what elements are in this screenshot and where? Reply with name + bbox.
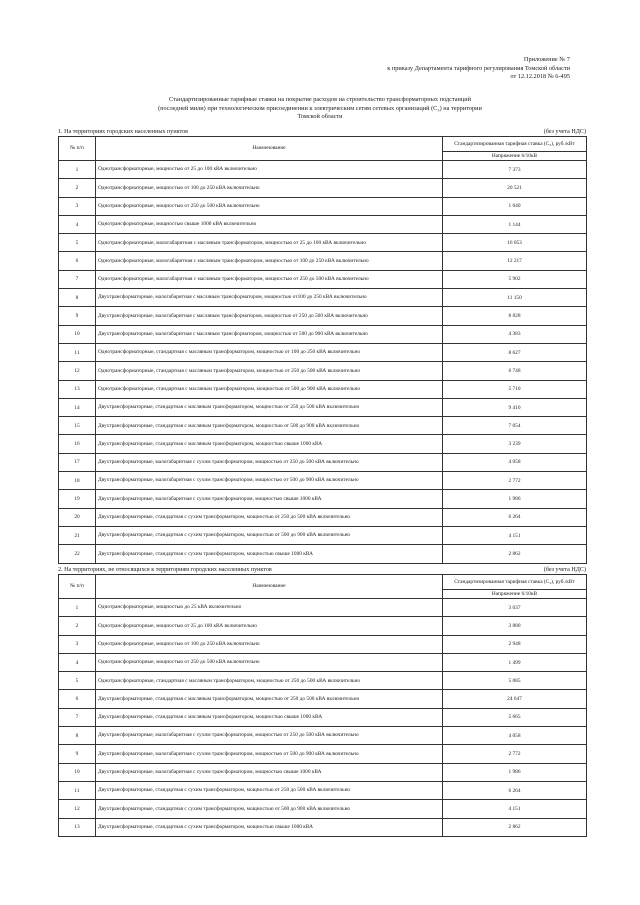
table-header-row xyxy=(59,137,587,152)
section-1-vat-note: (без учета НДС) xyxy=(543,129,586,135)
header-num: № п/п xyxy=(59,137,96,161)
row-number: 10 xyxy=(59,325,96,343)
row-name: Двухтрансформаторные, малогабаритная с сухим трансформатором, мощностью от 500 до 900 кВА включительно xyxy=(96,472,443,490)
row-number: 9 xyxy=(59,745,96,763)
row-number: 20 xyxy=(59,508,96,526)
table-row xyxy=(59,490,587,508)
row-rate-value: 5 710 xyxy=(443,380,587,398)
row-name: Двухтрансформаторные, малогабаритная с масляным трансформатором, мощностью от 250 до 500 кВА включительно xyxy=(96,307,443,325)
row-number: 16 xyxy=(59,435,96,453)
row-name: Двухтрансформаторные, стандартная с масляным трансформатором, мощностью от 250 до 500 кВА включительно xyxy=(96,398,443,416)
row-number: 13 xyxy=(59,380,96,398)
row-number: 2 xyxy=(59,617,96,635)
row-number: 5 xyxy=(59,672,96,690)
row-rate-value: 2 862 xyxy=(443,545,587,563)
row-rate-value: 5 902 xyxy=(443,270,587,288)
row-rate-value: 4 058 xyxy=(443,453,587,471)
row-rate-value: 3 037 xyxy=(443,599,587,617)
table-row xyxy=(59,526,587,544)
row-rate-value: 6 748 xyxy=(443,362,587,380)
table-row xyxy=(59,380,587,398)
row-number: 17 xyxy=(59,453,96,471)
row-rate-value: 2 772 xyxy=(443,472,587,490)
row-number: 21 xyxy=(59,526,96,544)
table-row xyxy=(59,343,587,361)
row-number: 7 xyxy=(59,270,96,288)
table-row xyxy=(59,270,587,288)
row-name: Однотрансформаторные, стандартная с масляным трансформатором, мощностью от 500 до 900 кВА включительно xyxy=(96,380,443,398)
row-number: 6 xyxy=(59,252,96,270)
row-name: Двухтрансформаторные, малогабаритная с сухим трансформатором, мощностью свыше 1000 кВА xyxy=(96,490,443,508)
table-row xyxy=(59,781,587,799)
section-1-title: 1. На территориях городских населенных пунктов xyxy=(58,129,189,135)
header-name: Наименование xyxy=(96,137,443,161)
header-name: Наименование xyxy=(96,575,443,599)
row-rate-value: 5 665 xyxy=(443,708,587,726)
table-row xyxy=(59,252,587,270)
row-name: Однотрансформаторные, мощностью свыше 1000 кВА включительно xyxy=(96,215,443,233)
row-name: Однотрансформаторные, мощностью от 25 до 100 кВА включительно xyxy=(96,617,443,635)
row-name: Двухтрансформаторные, малогабаритная с сухим трансформатором, мощностью от 250 до 500 кВА включительно xyxy=(96,453,443,471)
row-rate-value: 2 772 xyxy=(443,745,587,763)
row-name: Двухтрансформаторные, стандартная с сухим трансформатором, мощностью от 500 до 900 кВА включительно xyxy=(96,526,443,544)
document-title-line: Стандартизированные тарифные ставки на покрытие расходов на строительство трансформаторных подстанций xyxy=(168,96,472,103)
table-row xyxy=(59,435,587,453)
row-name: Однотрансформаторные, стандартная с масляным трансформатором, мощностью от 250 до 500 кВА включительно xyxy=(96,362,443,380)
row-number: 1 xyxy=(59,161,96,179)
document-title xyxy=(60,96,580,122)
tariff-table-urban xyxy=(58,136,587,564)
table-row xyxy=(59,197,587,215)
row-rate-value: 6 264 xyxy=(443,508,587,526)
row-name: Двухтрансформаторные, стандартная с сухим трансформатором, мощностью свыше 1000 кВА xyxy=(96,818,443,836)
row-number: 7 xyxy=(59,708,96,726)
row-name: Двухтрансформаторные, стандартная с сухим трансформатором, мощностью свыше 1000 кВА xyxy=(96,545,443,563)
row-number: 11 xyxy=(59,781,96,799)
row-rate-value: 4 058 xyxy=(443,727,587,745)
row-name: Однотрансформаторные, малогабаритная с масляным трансформатором, мощностью от 100 до 250 кВА включительно xyxy=(96,252,443,270)
tariff-table-rural xyxy=(58,574,587,837)
row-number: 1 xyxy=(59,599,96,617)
row-rate-value: 2 948 xyxy=(443,635,587,653)
document-title-line: (последней мили) при технологическом присоединении к электрическим сетям сетевых организаций (C₃) на территории xyxy=(158,104,482,112)
row-name: Двухтрансформаторные, стандартная с масляным трансформатором, мощностью свыше 1000 кВА xyxy=(96,435,443,453)
table-row xyxy=(59,635,587,653)
row-name: Двухтрансформаторные, малогабаритная с сухим трансформатором, мощностью от 250 до 500 кВА включительно xyxy=(96,727,443,745)
table-row xyxy=(59,690,587,708)
row-name: Двухтрансформаторные, стандартная с сухим трансформатором, мощностью от 500 до 900 кВА включительно xyxy=(96,800,443,818)
row-rate-value: 24 647 xyxy=(443,690,587,708)
row-name: Двухтрансформаторные, стандартная с масляным трансформатором, мощностью свыше 1000 кВА xyxy=(96,708,443,726)
table-row xyxy=(59,727,587,745)
row-name: Однотрансформаторные, малогабаритная с масляным трансформатором, мощностью от 250 до 500 кВА включительно xyxy=(96,270,443,288)
header-voltage: Напряжение 6/10кВ xyxy=(443,590,587,599)
table-row xyxy=(59,800,587,818)
row-name: Однотрансформаторные, мощностью от 25 до 100 кВА включительно xyxy=(96,161,443,179)
table-row xyxy=(59,653,587,671)
table-row xyxy=(59,179,587,197)
section-2-title: 2. На территориях, не относящихся к территориям городских населенных пунктов xyxy=(58,567,272,573)
row-rate-value: 6 264 xyxy=(443,781,587,799)
table-row xyxy=(59,763,587,781)
row-rate-value: 9 410 xyxy=(443,398,587,416)
table-header-row xyxy=(59,575,587,590)
row-rate-value: 2 862 xyxy=(443,818,587,836)
row-number: 5 xyxy=(59,234,96,252)
table-row xyxy=(59,215,587,233)
table-row xyxy=(59,362,587,380)
row-number: 4 xyxy=(59,215,96,233)
row-rate-value: 11 150 xyxy=(443,289,587,307)
table-row xyxy=(59,545,587,563)
row-number: 12 xyxy=(59,362,96,380)
row-number: 9 xyxy=(59,307,96,325)
row-name: Однотрансформаторные, мощностью от 100 до 250 кВА включительно xyxy=(96,635,443,653)
row-rate-value: 1 640 xyxy=(443,197,587,215)
row-rate-value: 1 986 xyxy=(443,490,587,508)
row-rate-value: 4 151 xyxy=(443,800,587,818)
header-rate: Стандартизированная тарифная ставка (C₃), руб./кВт xyxy=(443,575,587,590)
row-rate-value: 4 151 xyxy=(443,526,587,544)
row-name: Однотрансформаторные, мощностью до 25 кВА включительно xyxy=(96,599,443,617)
row-name: Двухтрансформаторные, стандартная с сухим трансформатором, мощностью от 250 до 500 кВА включительно xyxy=(96,781,443,799)
table-row xyxy=(59,289,587,307)
row-name: Двухтрансформаторные, малогабаритная с масляным трансформатором, мощностью от100 до 250 кВА включительно xyxy=(96,289,443,307)
appendix-order-date: от 12.12.2018 № 6-495 xyxy=(510,73,570,81)
table-row xyxy=(59,508,587,526)
row-number: 3 xyxy=(59,635,96,653)
row-rate-value: 4 383 xyxy=(443,325,587,343)
appendix-order-ref: к приказу Департамента тарифного регулирования Томской области xyxy=(387,64,570,72)
row-rate-value: 3 239 xyxy=(443,435,587,453)
row-rate-value: 8 627 xyxy=(443,343,587,361)
row-name: Двухтрансформаторные, стандартная с масляным трансформатором, мощностью от 250 до 500 кВА включительно xyxy=(96,690,443,708)
row-number: 10 xyxy=(59,763,96,781)
row-rate-value: 20 521 xyxy=(443,179,587,197)
table-row xyxy=(59,453,587,471)
row-number: 8 xyxy=(59,727,96,745)
row-name: Однотрансформаторные, стандартная с масляным трансформатором, мощностью от 250 до 500 кВА включительно xyxy=(96,672,443,690)
header-rate: Стандартизированная тарифная ставка (C₃), руб./кВт xyxy=(443,137,587,152)
section-2-vat-note: (без учета НДС) xyxy=(543,567,586,573)
row-number: 15 xyxy=(59,417,96,435)
table-row xyxy=(59,617,587,635)
table-row xyxy=(59,745,587,763)
row-number: 19 xyxy=(59,490,96,508)
row-name: Однотрансформаторные, мощностью от 100 до 250 кВА включительно xyxy=(96,179,443,197)
table-row xyxy=(59,708,587,726)
table-row xyxy=(59,234,587,252)
row-name: Однотрансформаторные, мощностью от 250 до 500 кВА включительно xyxy=(96,653,443,671)
table-row xyxy=(59,417,587,435)
row-rate-value: 1 499 xyxy=(443,653,587,671)
row-rate-value: 7 054 xyxy=(443,417,587,435)
table-row xyxy=(59,161,587,179)
row-name: Двухтрансформаторные, стандартная с сухим трансформатором, мощностью от 250 до 500 кВА включительно xyxy=(96,508,443,526)
row-name: Двухтрансформаторные, малогабаритная с масляным трансформатором, мощностью от 500 до 900 кВА включительно xyxy=(96,325,443,343)
header-num: № п/п xyxy=(59,575,96,599)
row-number: 22 xyxy=(59,545,96,563)
row-name: Двухтрансформаторные, малогабаритная с сухим трансформатором, мощностью от 500 до 900 кВА включительно xyxy=(96,745,443,763)
row-rate-value: 1 144 xyxy=(443,215,587,233)
row-number: 6 xyxy=(59,690,96,708)
row-number: 13 xyxy=(59,818,96,836)
row-number: 18 xyxy=(59,472,96,490)
table-row xyxy=(59,672,587,690)
row-name: Однотрансформаторные, стандартная с масляным трансформатором, мощностью от 100 до 250 кВА включительно xyxy=(96,343,443,361)
appendix-header xyxy=(387,56,570,82)
row-rate-value: 1 986 xyxy=(443,763,587,781)
table-row xyxy=(59,398,587,416)
row-number: 2 xyxy=(59,179,96,197)
table-row xyxy=(59,818,587,836)
document-title-line: Томской области xyxy=(297,113,343,120)
appendix-number: Приложение № 7 xyxy=(523,56,570,63)
row-rate-value: 5 085 xyxy=(443,672,587,690)
row-rate-value: 3 880 xyxy=(443,617,587,635)
row-number: 4 xyxy=(59,653,96,671)
row-name: Двухтрансформаторные, стандартная с масляным трансформатором, мощностью от 500 до 900 кВА включительно xyxy=(96,417,443,435)
table-row xyxy=(59,325,587,343)
table-row xyxy=(59,307,587,325)
row-number: 8 xyxy=(59,289,96,307)
header-voltage: Напряжение 6/10кВ xyxy=(443,152,587,161)
row-name: Двухтрансформаторные, малогабаритная с сухим трансформатором, мощностью свыше 1000 кВА xyxy=(96,763,443,781)
row-number: 11 xyxy=(59,343,96,361)
row-number: 3 xyxy=(59,197,96,215)
row-number: 14 xyxy=(59,398,96,416)
row-number: 12 xyxy=(59,800,96,818)
table-row xyxy=(59,472,587,490)
row-rate-value: 12 217 xyxy=(443,252,587,270)
row-rate-value: 8 828 xyxy=(443,307,587,325)
table-row xyxy=(59,599,587,617)
row-name: Однотрансформаторные, малогабаритная с масляным трансформатором, мощностью от 25 до 100 кВА включительно xyxy=(96,234,443,252)
row-name: Однотрансформаторные, мощностью от 250 до 500 кВА включительно xyxy=(96,197,443,215)
row-rate-value: 16 053 xyxy=(443,234,587,252)
row-rate-value: 7 373 xyxy=(443,161,587,179)
